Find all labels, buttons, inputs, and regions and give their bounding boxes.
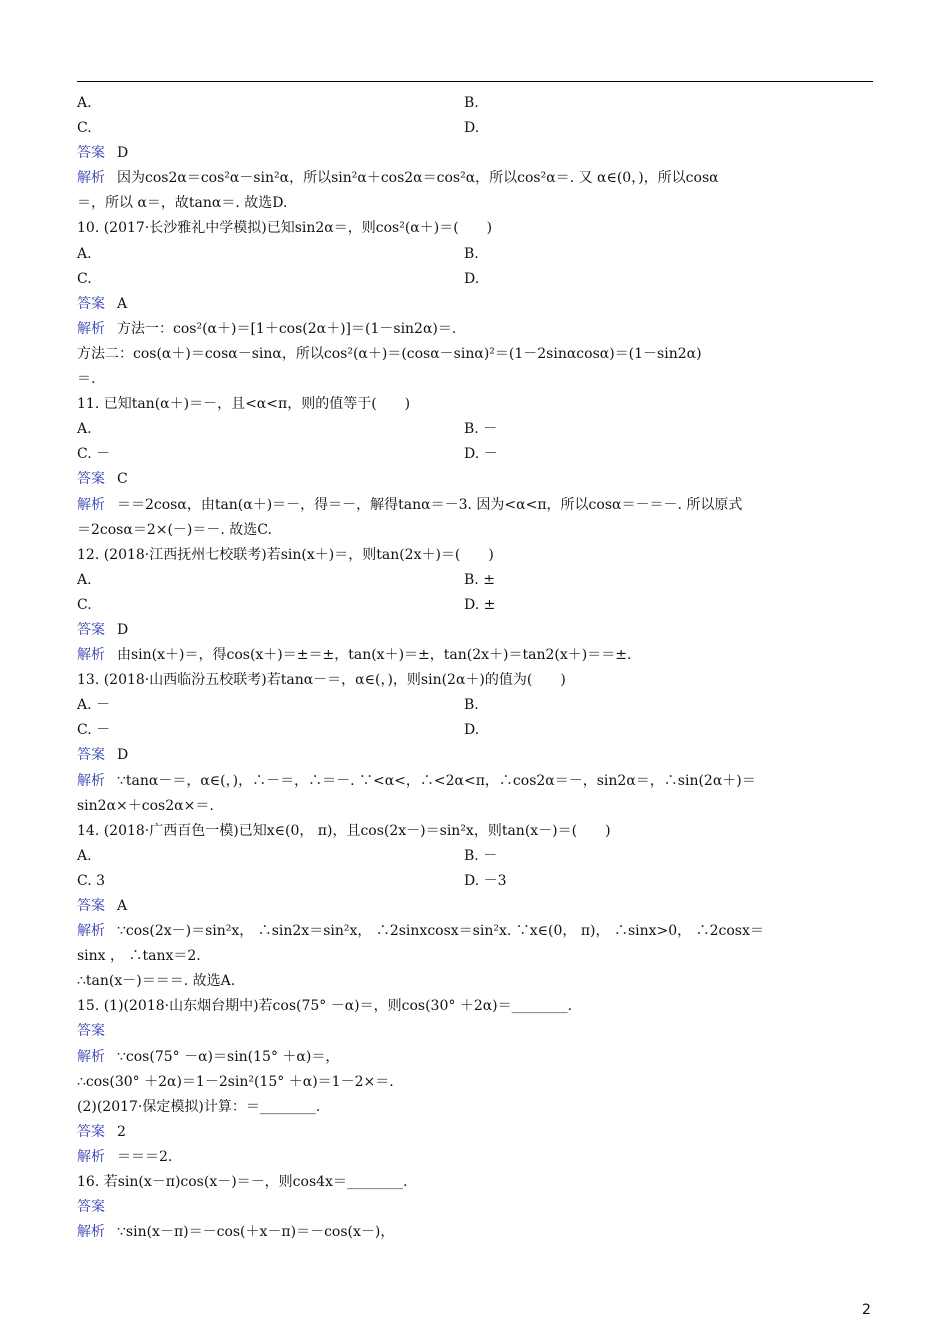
option-right: D. － [464, 446, 498, 463]
option-row [77, 442, 877, 467]
option-row [77, 116, 877, 141]
text-line [77, 668, 877, 693]
page-number: 2 [862, 1302, 871, 1318]
option-row [77, 568, 877, 593]
option-left: C. 3 [77, 872, 106, 889]
explanation-line [77, 643, 877, 668]
option-right: B. [464, 245, 479, 262]
explanation-text: ∵cos(2x－)＝sin²x， ∴sin2x＝sin²x， ∴2sinxcosx＝sin²x. ∵x∈(0， π)， ∴sinx>0， ∴2cosx＝ [117, 923, 764, 940]
explanation-text: ∵cos(75° －α)＝sin(15° ＋α)＝， [117, 1048, 340, 1065]
line-text: 15. (1)(2018·山东烟台期中)若cos(75° －α)＝，则cos(30° ＋2α)＝________. [77, 998, 573, 1015]
explanation-text: ∵sin(x－π)＝－cos(＋x－π)＝－cos(x－)， [117, 1224, 395, 1241]
option-right: D. －3 [464, 872, 507, 889]
text-line [77, 392, 877, 417]
answer-line [77, 1120, 877, 1145]
line-text: (2)(2017·保定模拟)计算：＝________. [77, 1098, 321, 1115]
answer-text: D [117, 747, 129, 764]
explanation-tag: 解析 [77, 320, 105, 337]
text-line [77, 944, 877, 969]
answer-line [77, 141, 877, 166]
option-left: A. [77, 847, 92, 864]
option-row [77, 417, 877, 442]
line-text: ＝2cosα＝2×(－)＝－. 故选C. [77, 521, 272, 538]
answer-line [77, 292, 877, 317]
explanation-line [77, 493, 877, 518]
explanation-text: ＝＝2cosα，由tan(α＋)＝－，得＝－，解得tanα＝－3. 因为<α<π，所以cosα＝－＝－. 所以原式 [117, 496, 743, 513]
answer-text: 2 [117, 1123, 126, 1140]
option-row [77, 693, 877, 718]
text-line [77, 1070, 877, 1095]
answer-tag: 答案 [77, 1199, 105, 1216]
explanation-line [77, 1220, 877, 1245]
explanation-tag: 解析 [77, 1048, 105, 1065]
content-lines [77, 91, 877, 1245]
option-right: B. [464, 95, 479, 111]
answer-tag: 答案 [77, 747, 105, 764]
explanation-line [77, 919, 877, 944]
option-left: A. － [77, 697, 111, 714]
explanation-tag: 解析 [77, 170, 105, 187]
text-line [77, 819, 877, 844]
text-line [77, 1170, 877, 1195]
header-rule [77, 81, 873, 82]
line-text: ＝，所以 α＝，故tanα＝. 故选D. [77, 195, 288, 212]
option-row [77, 267, 877, 292]
answer-tag: 答案 [77, 295, 105, 312]
option-left: A. [77, 571, 92, 588]
option-left: C. － [77, 722, 111, 739]
explanation-line [77, 317, 877, 342]
answer-line [77, 618, 877, 643]
explanation-text: 因为cos2α＝cos²α－sin²α，所以sin²α＋cos2α＝cos²α，所以cos²α＝. 又 α∈(0，)，所以cosα [117, 170, 719, 187]
text-line [77, 518, 877, 543]
explanation-text: ＝＝＝2. [117, 1148, 173, 1165]
explanation-line [77, 1145, 877, 1170]
answer-line [77, 743, 877, 768]
option-right: D. [464, 270, 480, 287]
line-text: 方法二：cos(α＋)＝cosα－sinα，所以cos²(α＋)＝(cosα－sinα)²＝(1－2sinαcosα)＝(1－sin2α) [77, 345, 702, 362]
text-line [77, 1095, 877, 1120]
explanation-tag: 解析 [77, 923, 105, 940]
answer-text: A [117, 898, 128, 914]
answer-tag: 答案 [77, 471, 105, 488]
explanation-line [77, 769, 877, 794]
option-left: A. [77, 421, 92, 438]
option-right: D. [464, 722, 480, 739]
option-row [77, 718, 877, 743]
text-line [77, 216, 877, 241]
answer-line [77, 467, 877, 492]
explanation-line [77, 1045, 877, 1070]
line-text: ＝. [77, 371, 96, 388]
option-right: B. － [464, 421, 498, 438]
option-left: C. [77, 270, 92, 287]
line-text: 16. 若sin(x－π)cos(x－)＝－，则cos4x＝________. [77, 1174, 408, 1191]
option-row [77, 242, 877, 267]
text-line [77, 191, 877, 216]
explanation-tag: 解析 [77, 496, 105, 513]
text-line [77, 543, 877, 568]
option-left: A. [77, 95, 92, 111]
option-left: C. [77, 596, 92, 613]
answer-text: A [117, 295, 128, 312]
text-line [77, 342, 877, 367]
option-left: C. － [77, 446, 111, 463]
answer-text: D [117, 145, 129, 162]
line-text: 10. (2017·长沙雅礼中学模拟)已知sin2α＝，则cos²(α＋)＝( ) [77, 220, 493, 237]
option-left: C. [77, 120, 92, 137]
option-left: A. [77, 245, 92, 262]
option-row [77, 869, 877, 894]
option-row [77, 593, 877, 618]
explanation-line [77, 166, 877, 191]
line-text: sinx ， ∴tanx＝2. [77, 948, 201, 965]
text-line [77, 794, 877, 819]
explanation-tag: 解析 [77, 1148, 105, 1165]
answer-tag: 答案 [77, 1023, 105, 1040]
answer-text: C [117, 471, 128, 488]
option-right: B. － [464, 847, 498, 864]
line-text: 14. (2018·广西百色一模)已知x∈(0， π)，且cos(2x－)＝sin²x，则tan(x－)＝( ) [77, 822, 611, 839]
line-text: 12. (2018·江西抚州七校联考)若sin(x＋)＝，则tan(2x＋)＝( ) [77, 546, 494, 563]
explanation-tag: 解析 [77, 647, 105, 664]
option-right: D. ± [464, 596, 496, 613]
answer-tag: 答案 [77, 621, 105, 638]
line-text: sin2α×＋cos2α×＝. [77, 797, 214, 814]
explanation-tag: 解析 [77, 1224, 105, 1241]
answer-tag: 答案 [77, 1123, 105, 1140]
answer-text: D [117, 621, 129, 638]
line-text: ∴tan(x－)＝＝＝. 故选A. [77, 973, 236, 990]
explanation-tag: 解析 [77, 772, 105, 789]
explanation-text: 方法一：cos²(α＋)＝[1＋cos(2α＋)]＝(1－sin2α)＝. [117, 320, 457, 337]
answer-line [77, 1195, 877, 1220]
option-right: D. [464, 120, 480, 137]
explanation-text: 由sin(x＋)＝，得cos(x＋)＝±＝±，tan(x＋)＝±，tan(2x＋)＝tan2(x＋)＝＝±. [117, 647, 632, 664]
explanation-text: ∵tanα－＝，α∈(，)，∴－＝，∴＝－. ∵<α<，∴<2α<π，∴cos2α＝－，sin2α＝，∴sin(2α＋)＝ [117, 772, 756, 789]
answer-line [77, 894, 877, 919]
option-row [77, 91, 877, 116]
answer-line [77, 1019, 877, 1044]
line-text: 11. 已知tan(α＋)＝－，且<α<π，则的值等于( ) [77, 396, 411, 413]
option-row [77, 844, 877, 869]
answer-tag: 答案 [77, 898, 105, 914]
text-line [77, 994, 877, 1019]
option-right: B. ± [464, 571, 495, 588]
text-line [77, 969, 877, 994]
line-text: ∴cos(30° ＋2α)＝1－2sin²(15° ＋α)＝1－2×＝. [77, 1073, 394, 1090]
answer-tag: 答案 [77, 145, 105, 162]
option-right: B. [464, 697, 479, 714]
line-text: 13. (2018·山西临汾五校联考)若tanα－＝，α∈(，)，则sin(2α＋)的值为( ) [77, 672, 566, 689]
text-line [77, 367, 877, 392]
